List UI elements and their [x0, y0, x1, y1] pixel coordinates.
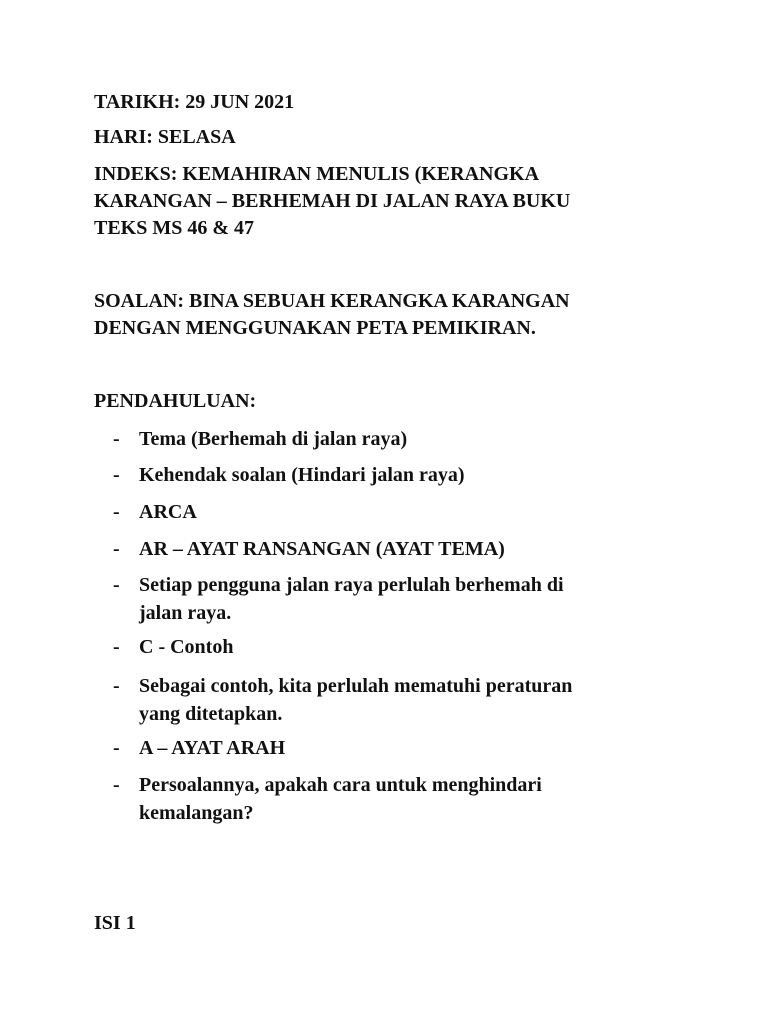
- list-item-text: C - Contoh: [139, 636, 234, 658]
- bullet-dash: -: [113, 501, 120, 523]
- list-item-text: ARCA: [139, 501, 197, 523]
- day-line: HARI: SELASA: [94, 126, 236, 148]
- index-line-3: TEKS MS 46 & 47: [94, 217, 255, 239]
- section-heading-isi-1: ISI 1: [94, 912, 136, 934]
- bullet-dash: -: [113, 675, 120, 697]
- bullet-dash: -: [113, 538, 120, 560]
- bullet-dash: -: [113, 636, 120, 658]
- date-line: TARIKH: 29 JUN 2021: [94, 91, 295, 113]
- list-item: [113, 633, 673, 661]
- bullet-dash: -: [113, 574, 120, 596]
- list-item-text: AR – AYAT RANSANGAN (AYAT TEMA): [139, 538, 505, 560]
- list-item-text-continued: jalan raya.: [139, 602, 232, 624]
- bullet-dash: -: [113, 774, 120, 796]
- list-item-text: Sebagai contoh, kita perlulah mematuhi peraturan: [139, 675, 573, 697]
- list-item: [113, 571, 673, 627]
- list-item: [113, 461, 673, 489]
- question-line-1: SOALAN: BINA SEBUAH KERANGKA KARANGAN: [94, 290, 570, 312]
- list-item: [113, 734, 673, 762]
- index-line-2: KARANGAN – BERHEMAH DI JALAN RAYA BUKU: [94, 190, 571, 212]
- list-item: [113, 535, 673, 563]
- list-item: [113, 498, 673, 526]
- list-item: [113, 771, 673, 827]
- list-item-text: Tema (Berhemah di jalan raya): [139, 428, 408, 450]
- list-item-text: Persoalannya, apakah cara untuk menghindari: [139, 774, 542, 796]
- list-item-text-continued: kemalangan?: [139, 802, 254, 824]
- bullet-dash: -: [113, 428, 120, 450]
- index-line-1: INDEKS: KEMAHIRAN MENULIS (KERANGKA: [94, 163, 540, 185]
- bullet-dash: -: [113, 464, 120, 486]
- list-item: [113, 672, 673, 728]
- list-item-text: Setiap pengguna jalan raya perlulah berhemah di: [139, 574, 564, 596]
- list-item: [113, 425, 673, 453]
- list-item-text-continued: yang ditetapkan.: [139, 703, 283, 725]
- intro-heading: PENDAHULUAN:: [94, 390, 257, 412]
- list-item-text: Kehendak soalan (Hindari jalan raya): [139, 464, 465, 486]
- bullet-dash: -: [113, 737, 120, 759]
- list-item-text: A – AYAT ARAH: [139, 737, 286, 759]
- question-line-2: DENGAN MENGGUNAKAN PETA PEMIKIRAN.: [94, 317, 536, 339]
